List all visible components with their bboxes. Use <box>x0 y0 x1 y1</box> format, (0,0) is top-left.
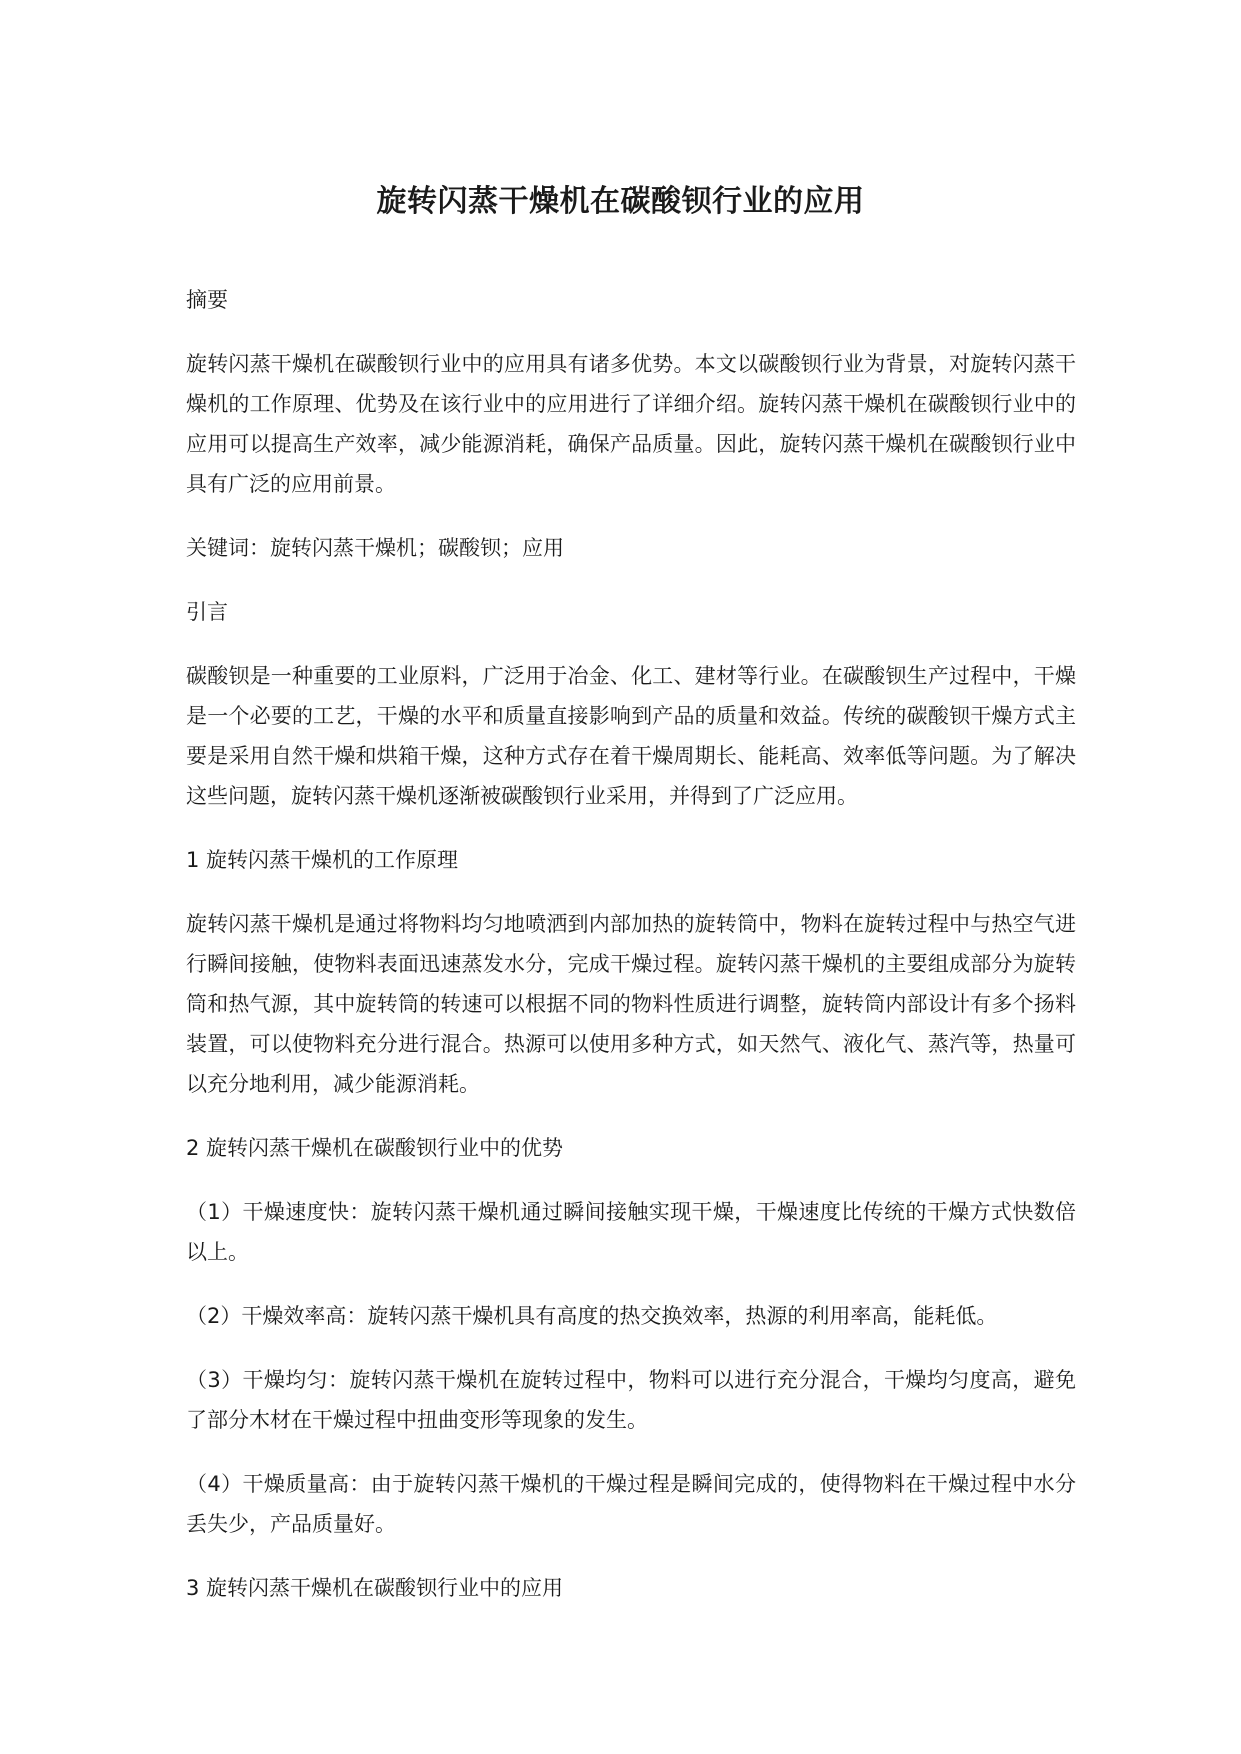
intro-heading: 引言 <box>186 600 228 624</box>
advantage-item: （3）干燥均匀：旋转闪蒸干燥机在旋转过程中，物料可以进行充分混合，干燥均匀度高，避免了部分木材在干燥过程中扭曲变形等现象的发生。 <box>186 1368 1076 1432</box>
section1-paragraph: 旋转闪蒸干燥机是通过将物料均匀地喷洒到内部加热的旋转筒中，物料在旋转过程中与热空气进行瞬间接触，使物料表面迅速蒸发水分，完成干燥过程。旋转闪蒸干燥机的主要组成部分为旋转筒和热气源，其中旋转筒的转速可以根据不同的物料性质进行调整，旋转筒内部设计有多个扬料装置，可以使物料充分进行混合。热源可以使用多种方式，如天然气、液化气、蒸汽等，热量可以充分地利用，减少能源消耗。 <box>186 912 1076 1096</box>
section2-heading: 2 旋转闪蒸干燥机在碳酸钡行业中的优势 <box>186 1136 564 1160</box>
advantage-item: （1）干燥速度快：旋转闪蒸干燥机通过瞬间接触实现干燥，干燥速度比传统的干燥方式快数倍以上。 <box>186 1200 1076 1264</box>
keywords-line: 关键词：旋转闪蒸干燥机；碳酸钡；应用 <box>186 536 564 560</box>
advantage-item: （2）干燥效率高：旋转闪蒸干燥机具有高度的热交换效率，热源的利用率高，能耗低。 <box>186 1304 998 1328</box>
abstract-heading: 摘要 <box>186 288 228 312</box>
abstract-paragraph: 旋转闪蒸干燥机在碳酸钡行业中的应用具有诸多优势。本文以碳酸钡行业为背景，对旋转闪蒸干燥机的工作原理、优势及在该行业中的应用进行了详细介绍。旋转闪蒸干燥机在碳酸钡行业中的应用可以提高生产效率，减少能源消耗，确保产品质量。因此，旋转闪蒸干燥机在碳酸钡行业中具有广泛的应用前景。 <box>186 352 1076 496</box>
document-title: 旋转闪蒸干燥机在碳酸钡行业的应用 <box>376 184 865 219</box>
section1-heading: 1 旋转闪蒸干燥机的工作原理 <box>186 848 459 872</box>
document-body <box>186 280 1076 1632</box>
advantage-item: （4）干燥质量高：由于旋转闪蒸干燥机的干燥过程是瞬间完成的，使得物料在干燥过程中水分丢失少，产品质量好。 <box>186 1472 1076 1536</box>
intro-paragraph: 碳酸钡是一种重要的工业原料，广泛用于冶金、化工、建材等行业。在碳酸钡生产过程中，干燥是一个必要的工艺，干燥的水平和质量直接影响到产品的质量和效益。传统的碳酸钡干燥方式主要是采用自然干燥和烘箱干燥，这种方式存在着干燥周期长、能耗高、效率低等问题。为了解决这些问题，旋转闪蒸干燥机逐渐被碳酸钡行业采用，并得到了广泛应用。 <box>186 664 1076 808</box>
section3-heading: 3 旋转闪蒸干燥机在碳酸钡行业中的应用 <box>186 1576 564 1600</box>
